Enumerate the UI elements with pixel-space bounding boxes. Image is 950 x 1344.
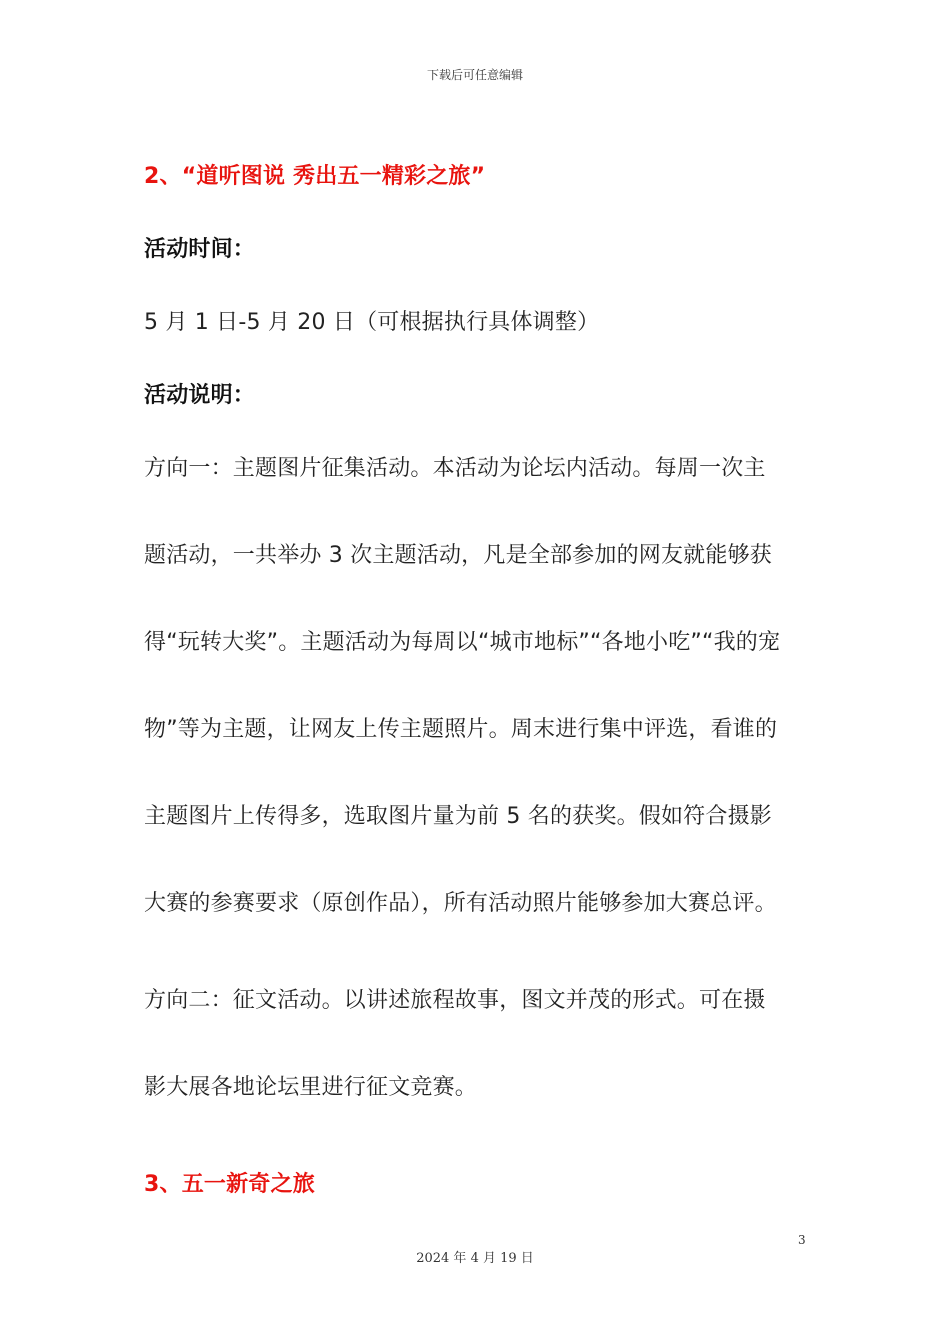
paragraph-line: 物”等为主题，让网友上传主题照片。周末进行集中评选，看谁的 — [144, 717, 778, 742]
paragraph-line: 方向一：主题图片征集活动。本活动为论坛内活动。每周一次主 — [144, 456, 766, 481]
activity-time-value: 5 月 1 日-5 月 20 日（可根据执行具体调整） — [144, 310, 600, 335]
paragraph-line: 题活动，一共举办 3 次主题活动，凡是全部参加的网友就能够获 — [144, 543, 772, 568]
paragraph-line: 大赛的参赛要求（原创作品），所有活动照片能够参加大赛总评。 — [144, 891, 777, 916]
section-2-title: 2、“道听图说 秀出五一精彩之旅” — [144, 164, 486, 189]
paragraph-line: 主题图片上传得多，选取图片量为前 5 名的获奖。假如符合摄影 — [144, 804, 772, 829]
page-header-note: 下载后可任意编辑 — [426, 68, 523, 82]
section-3-title: 3、五一新奇之旅 — [144, 1172, 315, 1197]
paragraph-line: 得“玩转大奖”。主题活动为每周以“城市地标”“各地小吃”“我的宠 — [144, 630, 781, 655]
page-number: 3 — [798, 1233, 806, 1247]
paragraph-line: 影大展各地论坛里进行征文竞赛。 — [144, 1075, 478, 1100]
activity-description-label: 活动说明： — [144, 383, 256, 408]
activity-time-label: 活动时间： — [144, 237, 256, 262]
footer-date: 2024 年 4 月 19 日 — [416, 1251, 534, 1266]
paragraph-line: 方向二：征文活动。以讲述旅程故事，图文并茂的形式。可在摄 — [144, 988, 766, 1013]
